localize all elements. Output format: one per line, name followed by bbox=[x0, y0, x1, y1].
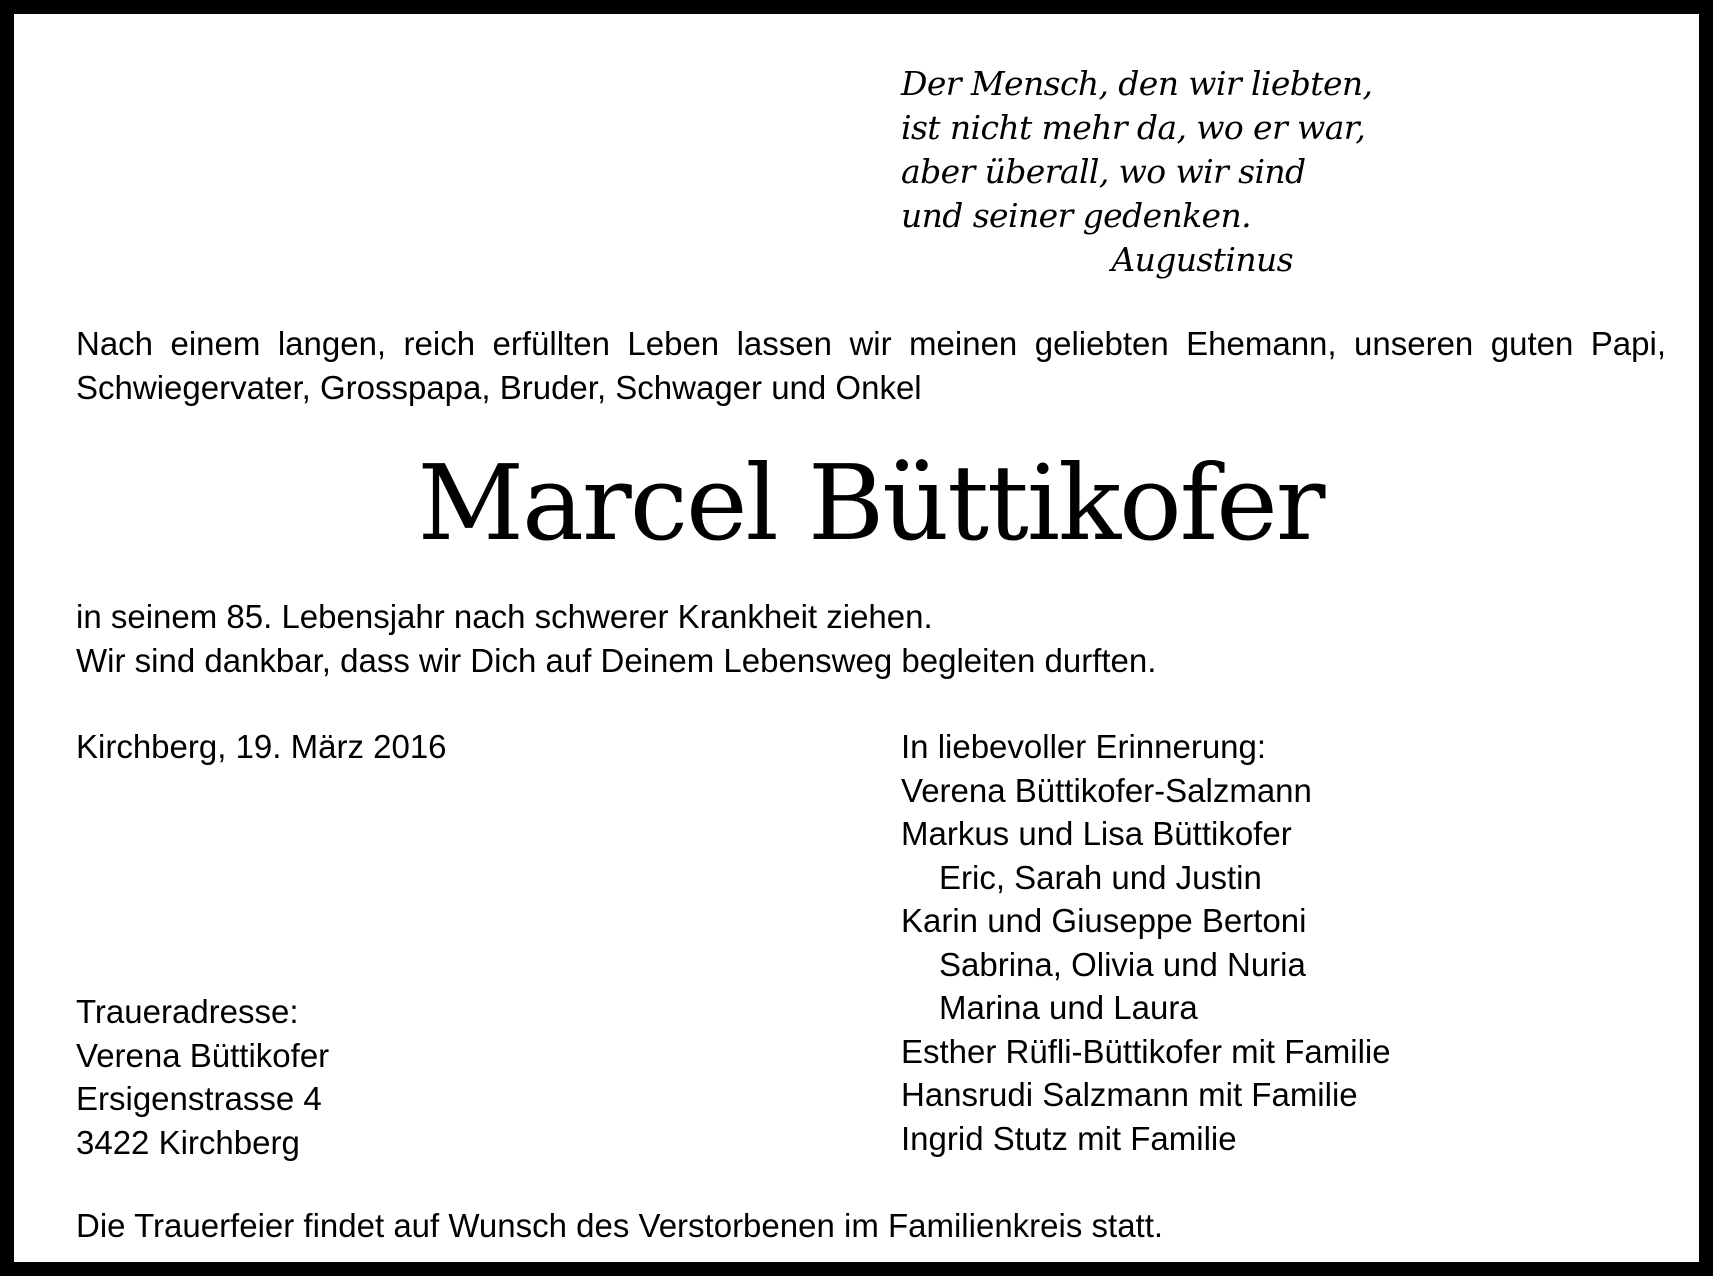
mourner-entry: Markus und Lisa Büttikofer bbox=[901, 815, 1292, 852]
quote-line: Der Mensch, den wir liebten, bbox=[901, 64, 1373, 103]
mourner-entry-indented: Eric, Sarah und Justin bbox=[939, 858, 1262, 896]
mourners-heading: In liebevoller Erinnerung: bbox=[901, 728, 1267, 765]
mourning-address bbox=[76, 990, 776, 1164]
mourner-entry: Ingrid Stutz mit Familie bbox=[901, 1119, 1237, 1157]
intro-line-1: Nach einem langen, reich erfüllten Leben lassen wir meinen geliebten Ehemann, unseren guten Papi, bbox=[76, 325, 1666, 362]
quote-line: und seiner gedenken. bbox=[901, 196, 1252, 235]
place-date bbox=[76, 725, 776, 769]
deceased-name: Marcel Büttikofer bbox=[417, 442, 1324, 564]
mourner-entry: Karin und Giuseppe Bertoni bbox=[901, 902, 1307, 939]
address-street: Ersigenstrasse 4 bbox=[76, 1080, 322, 1117]
age-line-2: Wir sind dankbar, dass wir Dich auf Deinem Lebensweg begleiten durften. bbox=[76, 642, 1157, 679]
funeral-note: Die Trauerfeier findet auf Wunsch des Verstorbenen im Familienkreis statt. bbox=[76, 1207, 1164, 1244]
mourner-entry-indented: Marina und Laura bbox=[939, 989, 1198, 1026]
mourner-entry: Verena Büttikofer-Salzmann bbox=[901, 771, 1312, 809]
place-date-text: Kirchberg, 19. März 2016 bbox=[76, 728, 447, 765]
address-city: 3422 Kirchberg bbox=[76, 1123, 300, 1161]
age-paragraph bbox=[76, 595, 1276, 683]
quote-author: Augustinus bbox=[1111, 240, 1293, 279]
mourner-entry: Hansrudi Salzmann mit Familie bbox=[901, 1076, 1358, 1113]
mourners-list bbox=[901, 725, 1681, 1160]
age-line-1: in seinem 85. Lebensjahr nach schwerer Krankheit ziehen. bbox=[76, 598, 933, 635]
quote-block bbox=[901, 62, 1373, 282]
address-name: Verena Büttikofer bbox=[76, 1036, 330, 1074]
mourner-entry: Esther Rüfli-Büttikofer mit Familie bbox=[901, 1032, 1391, 1070]
quote-line: ist nicht mehr da, wo er war, bbox=[901, 108, 1366, 147]
mourner-entry-indented: Sabrina, Olivia und Nuria bbox=[939, 945, 1306, 983]
intro-paragraph bbox=[76, 322, 1666, 410]
quote-line: aber überall, wo wir sind bbox=[901, 152, 1306, 191]
intro-line-2: Schwiegervater, Grosspapa, Bruder, Schwager und Onkel bbox=[76, 369, 922, 406]
address-label: Traueradresse: bbox=[76, 993, 299, 1030]
